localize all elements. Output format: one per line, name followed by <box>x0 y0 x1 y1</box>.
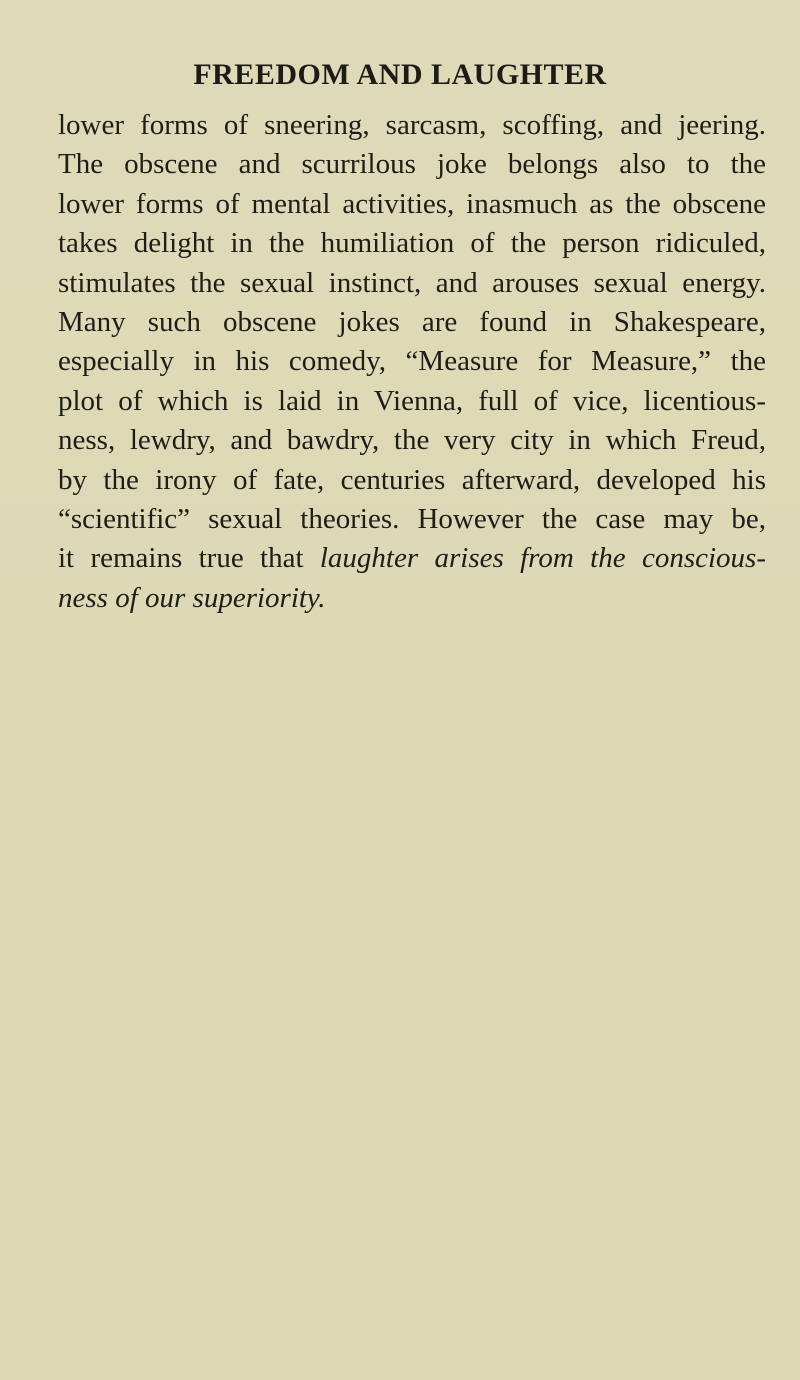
text-line: The obscene and scurrilous joke belongs also to the <box>58 148 766 181</box>
text-line-italic <box>58 579 766 618</box>
text-line: takes delight in the humiliation of the person ridiculed, <box>58 227 766 260</box>
text-line: especially in his comedy, “Measure for Measure,” the <box>58 345 766 378</box>
text-line: lower forms of mental activities, inasmuch as the obscene <box>58 187 766 220</box>
running-head: FREEDOM AND LAUGHTER <box>193 58 607 91</box>
body-paragraph <box>58 106 766 618</box>
text-line: plot of which is laid in Vienna, full of vice, licentious- <box>58 384 766 417</box>
text-line: lower forms of sneering, sarcasm, scoffing, and jeering. <box>58 109 766 141</box>
text-line: ness, lewdry, and bawdry, the very city in which Freud, <box>58 424 766 457</box>
text-line: stimulates the sexual instinct, and arouses sexual energy. <box>58 266 766 299</box>
text-fragment: it remains true that <box>58 542 320 575</box>
text-line: Many such obscene jokes are found in Shakespeare, <box>58 305 766 338</box>
italic-thesis-end: ness of our superiority. <box>58 581 326 614</box>
text-line: “scientific” sexual theories. However the case may be, <box>58 502 766 535</box>
text-line-mixed <box>58 539 766 578</box>
text-line: by the irony of fate, centuries afterward, developed his <box>58 463 766 496</box>
italic-thesis: laughter arises from the conscious- <box>319 542 766 575</box>
